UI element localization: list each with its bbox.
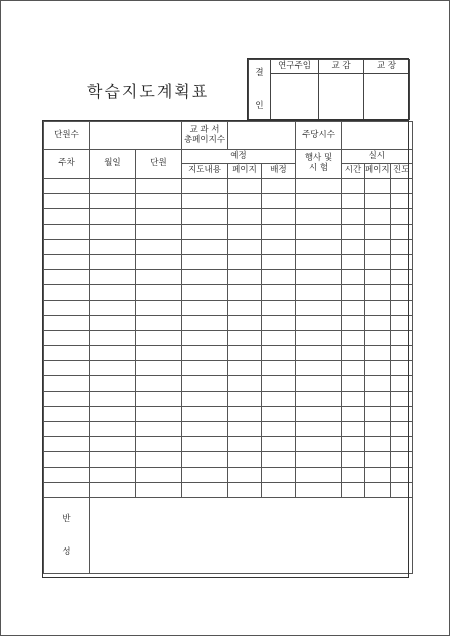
table-cell[interactable] xyxy=(365,270,391,285)
table-cell[interactable] xyxy=(44,239,90,254)
table-row xyxy=(44,452,413,467)
table-cell[interactable] xyxy=(296,346,342,361)
table-cell[interactable] xyxy=(365,330,391,345)
table-cell[interactable] xyxy=(136,467,182,482)
table-cell[interactable] xyxy=(365,482,391,497)
table-cell[interactable] xyxy=(44,209,90,224)
table-cell[interactable] xyxy=(90,361,136,376)
table-cell[interactable] xyxy=(136,361,182,376)
table-cell[interactable] xyxy=(390,239,412,254)
table-cell[interactable] xyxy=(228,467,262,482)
table-cell[interactable] xyxy=(228,330,262,345)
table-cell[interactable] xyxy=(296,179,342,194)
table-cell[interactable] xyxy=(90,300,136,315)
table-cell[interactable] xyxy=(182,224,228,239)
table-cell[interactable] xyxy=(342,361,365,376)
plan-table-body xyxy=(44,179,413,498)
table-row xyxy=(44,391,413,406)
table-row xyxy=(44,361,413,376)
table-cell[interactable] xyxy=(262,422,296,437)
table-cell[interactable] xyxy=(44,467,90,482)
table-cell[interactable] xyxy=(44,482,90,497)
table-cell[interactable] xyxy=(90,179,136,194)
table-cell[interactable] xyxy=(342,376,365,391)
table-cell[interactable] xyxy=(44,270,90,285)
table-cell[interactable] xyxy=(390,209,412,224)
table-cell[interactable] xyxy=(262,467,296,482)
table-cell[interactable] xyxy=(365,376,391,391)
table-row xyxy=(44,270,413,285)
table-cell[interactable] xyxy=(44,179,90,194)
table-cell[interactable] xyxy=(262,437,296,452)
col-events-header: 행사 및 시 험 xyxy=(296,150,342,179)
col-planned-content: 지도내용 xyxy=(182,164,228,179)
table-cell[interactable] xyxy=(296,194,342,209)
table-cell[interactable] xyxy=(296,315,342,330)
table-cell[interactable] xyxy=(390,361,412,376)
approval-sign-vice-principal[interactable] xyxy=(319,74,364,120)
table-cell[interactable] xyxy=(228,239,262,254)
table-cell[interactable] xyxy=(365,406,391,421)
table-cell[interactable] xyxy=(262,209,296,224)
table-cell[interactable] xyxy=(390,391,412,406)
table-cell[interactable] xyxy=(296,285,342,300)
reflection-field[interactable] xyxy=(90,497,413,573)
table-cell[interactable] xyxy=(390,482,412,497)
table-cell[interactable] xyxy=(182,467,228,482)
table-cell[interactable] xyxy=(228,452,262,467)
col-actual-hours: 시간 xyxy=(342,164,365,179)
table-cell[interactable] xyxy=(262,391,296,406)
table-cell[interactable] xyxy=(390,437,412,452)
col-planned-header: 예정 xyxy=(182,150,296,164)
table-cell[interactable] xyxy=(365,224,391,239)
table-cell[interactable] xyxy=(136,452,182,467)
table-cell[interactable] xyxy=(228,209,262,224)
table-cell[interactable] xyxy=(228,376,262,391)
textbook-pages-label: 교 과 서 총페이지수 xyxy=(182,122,228,150)
table-cell[interactable] xyxy=(390,254,412,269)
table-cell[interactable] xyxy=(262,254,296,269)
table-cell[interactable] xyxy=(296,482,342,497)
table-cell[interactable] xyxy=(44,391,90,406)
table-cell[interactable] xyxy=(228,179,262,194)
table-cell[interactable] xyxy=(90,482,136,497)
table-cell[interactable] xyxy=(44,285,90,300)
table-cell[interactable] xyxy=(90,467,136,482)
table-cell[interactable] xyxy=(44,300,90,315)
weekly-hours-label: 주당시수 xyxy=(296,122,342,150)
table-cell[interactable] xyxy=(228,270,262,285)
table-cell[interactable] xyxy=(136,224,182,239)
table-cell[interactable] xyxy=(136,422,182,437)
table-cell[interactable] xyxy=(44,315,90,330)
table-cell[interactable] xyxy=(182,376,228,391)
table-cell[interactable] xyxy=(390,406,412,421)
table-cell[interactable] xyxy=(296,406,342,421)
table-cell[interactable] xyxy=(262,330,296,345)
table-cell[interactable] xyxy=(136,300,182,315)
table-cell[interactable] xyxy=(90,346,136,361)
approval-sign-principal[interactable] xyxy=(364,74,410,120)
table-cell[interactable] xyxy=(90,422,136,437)
table-row xyxy=(44,179,413,194)
table-cell[interactable] xyxy=(262,315,296,330)
table-cell[interactable] xyxy=(182,346,228,361)
table-cell[interactable] xyxy=(136,209,182,224)
table-cell[interactable] xyxy=(228,482,262,497)
table-cell[interactable] xyxy=(296,452,342,467)
table-cell[interactable] xyxy=(136,285,182,300)
approval-header-research-lead: 연구주임 xyxy=(271,60,319,74)
table-cell[interactable] xyxy=(262,270,296,285)
table-cell[interactable] xyxy=(228,391,262,406)
table-cell[interactable] xyxy=(136,330,182,345)
col-planned-page: 페이지 xyxy=(228,164,262,179)
col-planned-allocation: 배정 xyxy=(262,164,296,179)
table-cell[interactable] xyxy=(296,376,342,391)
table-row xyxy=(44,209,413,224)
table-cell[interactable] xyxy=(262,361,296,376)
table-cell[interactable] xyxy=(365,452,391,467)
table-cell[interactable] xyxy=(342,254,365,269)
table-cell[interactable] xyxy=(342,346,365,361)
table-cell[interactable] xyxy=(90,391,136,406)
table-cell[interactable] xyxy=(342,239,365,254)
table-cell[interactable] xyxy=(90,452,136,467)
table-cell[interactable] xyxy=(44,194,90,209)
table-cell[interactable] xyxy=(44,452,90,467)
table-cell[interactable] xyxy=(44,224,90,239)
table-cell[interactable] xyxy=(296,422,342,437)
table-cell[interactable] xyxy=(182,330,228,345)
table-cell[interactable] xyxy=(262,194,296,209)
table-cell[interactable] xyxy=(228,285,262,300)
col-actual-page: 페이지 xyxy=(365,164,391,179)
table-cell[interactable] xyxy=(182,194,228,209)
table-cell[interactable] xyxy=(90,315,136,330)
table-cell[interactable] xyxy=(262,406,296,421)
table-row xyxy=(44,406,413,421)
col-week-header: 주차 xyxy=(44,150,90,179)
table-cell[interactable] xyxy=(296,270,342,285)
table-cell[interactable] xyxy=(136,437,182,452)
table-cell[interactable] xyxy=(182,285,228,300)
table-cell[interactable] xyxy=(262,285,296,300)
table-cell[interactable] xyxy=(262,300,296,315)
table-cell[interactable] xyxy=(365,467,391,482)
table-cell[interactable] xyxy=(365,315,391,330)
table-cell[interactable] xyxy=(136,179,182,194)
table-cell[interactable] xyxy=(228,422,262,437)
table-cell[interactable] xyxy=(262,376,296,391)
approval-table xyxy=(248,59,410,120)
col-month-day-header: 월일 xyxy=(90,150,136,179)
table-cell[interactable] xyxy=(390,422,412,437)
table-cell[interactable] xyxy=(365,391,391,406)
table-row xyxy=(44,315,413,330)
table-cell[interactable] xyxy=(182,422,228,437)
table-cell[interactable] xyxy=(342,300,365,315)
table-cell[interactable] xyxy=(342,270,365,285)
table-cell[interactable] xyxy=(90,254,136,269)
table-cell[interactable] xyxy=(182,254,228,269)
table-cell[interactable] xyxy=(342,437,365,452)
table-cell[interactable] xyxy=(365,239,391,254)
table-cell[interactable] xyxy=(342,179,365,194)
table-cell[interactable] xyxy=(228,406,262,421)
table-cell[interactable] xyxy=(136,315,182,330)
table-cell[interactable] xyxy=(182,361,228,376)
table-cell[interactable] xyxy=(365,300,391,315)
table-cell[interactable] xyxy=(182,300,228,315)
table-cell[interactable] xyxy=(342,482,365,497)
table-row xyxy=(44,330,413,345)
col-actual-progress: 진도 xyxy=(390,164,412,179)
table-cell[interactable] xyxy=(296,209,342,224)
table-cell[interactable] xyxy=(365,361,391,376)
table-cell[interactable] xyxy=(390,179,412,194)
table-cell[interactable] xyxy=(390,315,412,330)
plan-table xyxy=(43,121,413,574)
table-cell[interactable] xyxy=(136,194,182,209)
table-cell[interactable] xyxy=(342,285,365,300)
table-cell[interactable] xyxy=(90,270,136,285)
col-actual-header: 실시 xyxy=(342,150,413,164)
table-cell[interactable] xyxy=(342,391,365,406)
table-cell[interactable] xyxy=(90,376,136,391)
table-cell[interactable] xyxy=(136,270,182,285)
table-cell[interactable] xyxy=(136,391,182,406)
table-cell[interactable] xyxy=(262,179,296,194)
document-title: 학습지도계획표 xyxy=(87,82,210,101)
table-cell[interactable] xyxy=(44,361,90,376)
table-cell[interactable] xyxy=(342,315,365,330)
table-cell[interactable] xyxy=(262,239,296,254)
table-cell[interactable] xyxy=(228,437,262,452)
table-cell[interactable] xyxy=(390,285,412,300)
table-cell[interactable] xyxy=(90,406,136,421)
table-cell[interactable] xyxy=(365,179,391,194)
table-cell[interactable] xyxy=(136,376,182,391)
table-cell[interactable] xyxy=(296,391,342,406)
table-cell[interactable] xyxy=(182,482,228,497)
table-cell[interactable] xyxy=(365,254,391,269)
table-cell[interactable] xyxy=(365,285,391,300)
table-cell[interactable] xyxy=(44,376,90,391)
unit-count-label: 단원수 xyxy=(44,122,90,150)
table-row xyxy=(44,239,413,254)
table-cell[interactable] xyxy=(44,330,90,345)
table-cell[interactable] xyxy=(390,346,412,361)
approval-sign-research-lead[interactable] xyxy=(271,74,319,120)
table-cell[interactable] xyxy=(342,406,365,421)
table-row xyxy=(44,254,413,269)
table-row xyxy=(44,437,413,452)
table-row xyxy=(44,482,413,497)
table-cell[interactable] xyxy=(136,346,182,361)
table-cell[interactable] xyxy=(228,361,262,376)
table-cell[interactable] xyxy=(182,437,228,452)
approval-header-vice-principal: 교 감 xyxy=(319,60,364,74)
table-cell[interactable] xyxy=(296,330,342,345)
table-cell[interactable] xyxy=(228,300,262,315)
table-cell[interactable] xyxy=(262,224,296,239)
table-cell[interactable] xyxy=(90,224,136,239)
textbook-pages-field[interactable] xyxy=(228,122,296,150)
table-cell[interactable] xyxy=(228,346,262,361)
table-cell[interactable] xyxy=(296,224,342,239)
table-row xyxy=(44,224,413,239)
table-cell[interactable] xyxy=(365,209,391,224)
table-cell[interactable] xyxy=(262,346,296,361)
table-row xyxy=(44,467,413,482)
table-cell[interactable] xyxy=(182,406,228,421)
weekly-hours-field[interactable] xyxy=(342,122,413,150)
table-cell[interactable] xyxy=(44,406,90,421)
table-cell[interactable] xyxy=(390,300,412,315)
table-cell[interactable] xyxy=(365,194,391,209)
table-cell[interactable] xyxy=(390,194,412,209)
table-cell[interactable] xyxy=(342,194,365,209)
table-cell[interactable] xyxy=(365,422,391,437)
table-cell[interactable] xyxy=(228,224,262,239)
unit-count-field[interactable] xyxy=(90,122,182,150)
table-cell[interactable] xyxy=(296,254,342,269)
table-cell[interactable] xyxy=(296,467,342,482)
table-cell[interactable] xyxy=(136,406,182,421)
table-row xyxy=(44,346,413,361)
table-cell[interactable] xyxy=(262,482,296,497)
table-cell[interactable] xyxy=(365,346,391,361)
table-cell[interactable] xyxy=(136,254,182,269)
table-row xyxy=(44,376,413,391)
table-cell[interactable] xyxy=(90,330,136,345)
table-cell[interactable] xyxy=(390,452,412,467)
reflection-label: 반 성 xyxy=(44,497,90,573)
table-cell[interactable] xyxy=(390,376,412,391)
table-cell[interactable] xyxy=(44,422,90,437)
table-cell[interactable] xyxy=(182,315,228,330)
table-cell[interactable] xyxy=(390,270,412,285)
table-cell[interactable] xyxy=(136,482,182,497)
table-cell[interactable] xyxy=(390,330,412,345)
table-cell[interactable] xyxy=(182,452,228,467)
table-cell[interactable] xyxy=(44,437,90,452)
approval-stamp-label: 결 인 xyxy=(249,60,271,120)
table-row xyxy=(44,300,413,315)
table-cell[interactable] xyxy=(182,209,228,224)
table-cell[interactable] xyxy=(136,239,182,254)
table-cell[interactable] xyxy=(90,194,136,209)
table-cell[interactable] xyxy=(90,209,136,224)
table-cell[interactable] xyxy=(342,452,365,467)
approval-header-principal: 교 장 xyxy=(364,60,410,74)
table-cell[interactable] xyxy=(296,300,342,315)
table-cell[interactable] xyxy=(228,315,262,330)
table-cell[interactable] xyxy=(342,330,365,345)
table-cell[interactable] xyxy=(182,391,228,406)
table-cell[interactable] xyxy=(342,209,365,224)
table-row xyxy=(44,285,413,300)
table-cell[interactable] xyxy=(182,239,228,254)
table-cell[interactable] xyxy=(296,437,342,452)
table-cell[interactable] xyxy=(342,422,365,437)
table-cell[interactable] xyxy=(182,179,228,194)
table-cell[interactable] xyxy=(342,467,365,482)
table-cell[interactable] xyxy=(342,224,365,239)
table-cell[interactable] xyxy=(90,437,136,452)
table-cell[interactable] xyxy=(390,224,412,239)
table-cell[interactable] xyxy=(90,285,136,300)
table-cell[interactable] xyxy=(262,452,296,467)
table-cell[interactable] xyxy=(228,194,262,209)
table-cell[interactable] xyxy=(390,467,412,482)
table-cell[interactable] xyxy=(90,239,136,254)
table-cell[interactable] xyxy=(296,361,342,376)
table-cell[interactable] xyxy=(296,239,342,254)
table-cell[interactable] xyxy=(365,437,391,452)
table-cell[interactable] xyxy=(44,254,90,269)
table-cell[interactable] xyxy=(228,254,262,269)
table-row xyxy=(44,422,413,437)
table-cell[interactable] xyxy=(44,346,90,361)
col-unit-header: 단원 xyxy=(136,150,182,179)
table-cell[interactable] xyxy=(182,270,228,285)
table-row xyxy=(44,194,413,209)
